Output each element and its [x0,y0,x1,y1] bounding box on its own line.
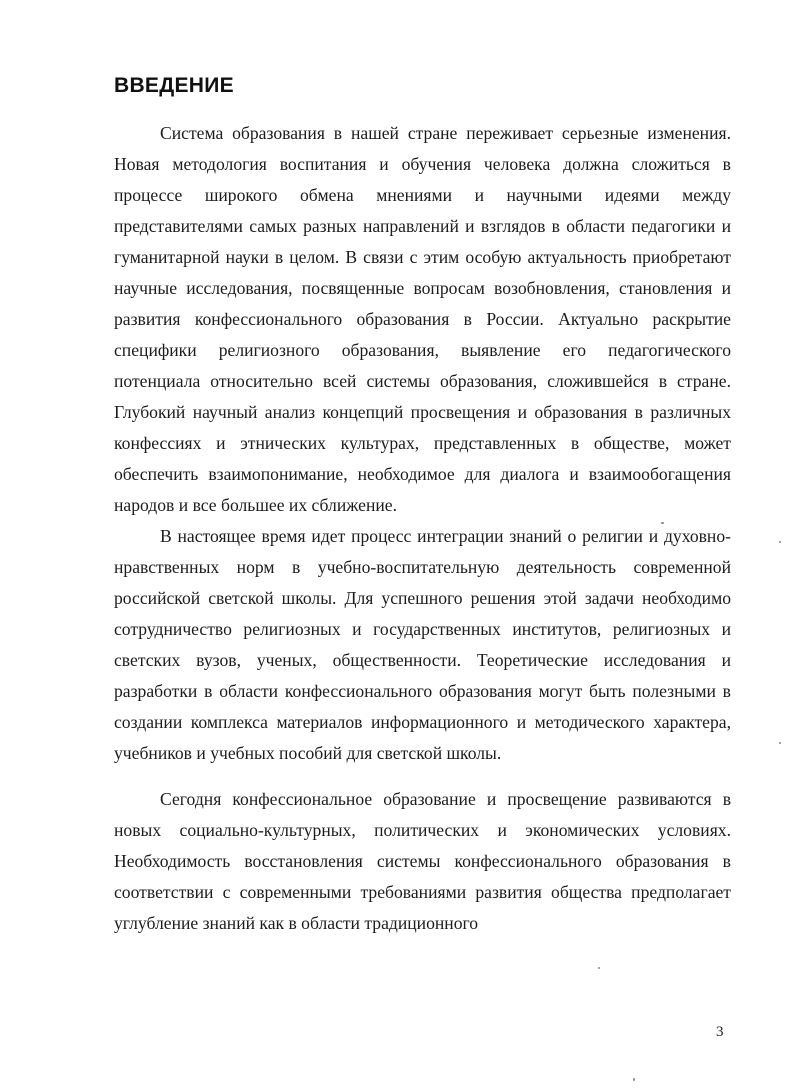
paragraph-1: Система образования в нашей стране переживает серьезные изменения. Новая методология воспитания и обучения человека должна сложиться в процессе широкого обмена мнениями и научными идеями между представителями самых разных направлений и взглядов в области педагогики и гуманитарной науки в целом. В связи с этим особую актуальность приобретают научные исследования, посвященные вопросам возобновления, становления и развития конфессионального образования в России. Актуально раскрытие специфики религиозного образования, выявление его педагогического потенциала относительно всей системы образования, сложившейся в стране. Глубокий научный анализ концепций просвещения и образования в различных конфессиях и этнических культурах, представленных в обществе, может обеспечить взаимопонимание, необходимое для диалога и взаимообогащения народов и все большее их сближение. [114,123,731,515]
scan-speck [598,967,600,969]
page-number: 3 [716,1024,724,1040]
scan-speck [633,1078,635,1081]
scan-speck [779,742,781,744]
page-title: ВВЕДЕНИЕ [114,74,234,97]
body-text [114,118,731,939]
paragraph-3: Сегодня конфессиональное образование и просвещение развиваются в новых социально-культурных, политических и экономических условиях. Необходимость восстановления системы конфессионального образования в соответствии с современными требованиями развития общества предполагает углубление знаний как в области традиционного [114,789,731,933]
paragraph-2: В настоящее время идет процесс интеграции знаний о религии и духовно-нравственных норм в учебно-воспитательную деятельность современной российской светской школы. Для успешного решения этой задачи необходимо сотрудничество религиозных и государственных институтов, религиозных и светских вузов, ученых, общественности. Теоретические исследования и разработки в области конфессионального образования могут быть полезными в создании комплекса материалов информационного и методического характера, учебников и учебных пособий для светской школы. [114,526,731,763]
scan-speck [661,522,664,524]
scan-speck [779,541,781,543]
